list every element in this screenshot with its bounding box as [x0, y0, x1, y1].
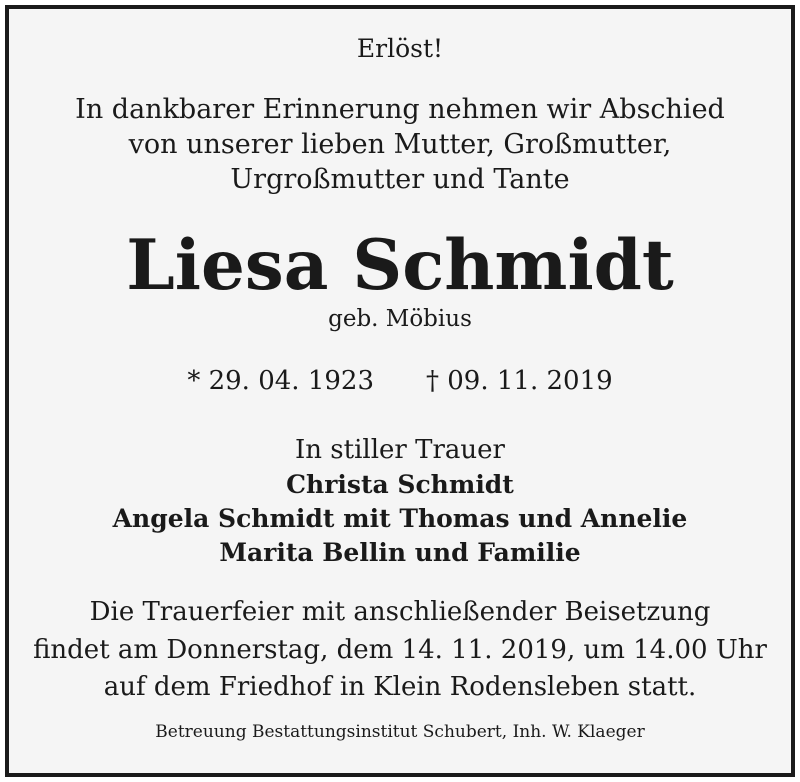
mourners-intro: In stiller Trauer	[295, 435, 505, 465]
funeral-info-line: Die Trauerfeier mit anschließender Beisetzung	[89, 597, 711, 627]
mourner-name: Marita Bellin und Familie	[219, 538, 581, 567]
headline: Erlöst!	[356, 34, 444, 63]
death-date: † 09. 11. 2019	[426, 366, 613, 396]
intro-line: von unserer lieben Mutter, Großmutter,	[128, 129, 672, 160]
intro-line: In dankbarer Erinnerung nehmen wir Abschied	[75, 94, 725, 125]
mourner-name: Christa Schmidt	[286, 470, 514, 499]
life-dates	[0, 368, 800, 394]
deceased-name: Liesa Schmidt	[126, 225, 674, 306]
birth-date: * 29. 04. 1923	[187, 366, 374, 396]
funeral-home-credit: Betreuung Bestattungsinstitut Schubert, Inh. W. Klaeger	[155, 722, 645, 742]
funeral-info-line: findet am Donnerstag, dem 14. 11. 2019, um 14.00 Uhr	[33, 635, 767, 665]
funeral-info-line: auf dem Friedhof in Klein Rodensleben statt.	[103, 672, 697, 702]
intro-line: Urgroßmutter und Tante	[230, 164, 570, 195]
mourner-name: Angela Schmidt mit Thomas und Annelie	[112, 504, 688, 533]
maiden-name: geb. Möbius	[328, 306, 472, 332]
